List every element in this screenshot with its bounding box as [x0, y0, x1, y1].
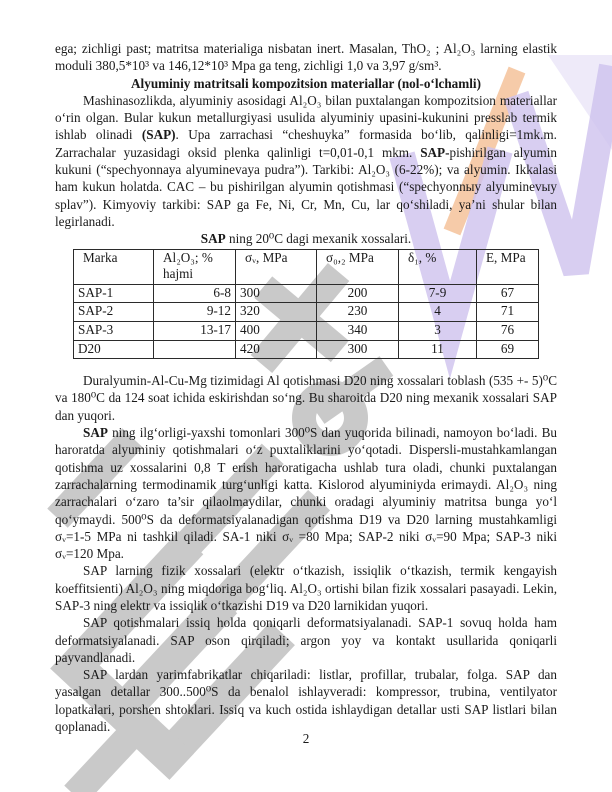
paragraph-run: pishirilgan alyumin kukuni (“spechyonnaya alyuminevaya pudra”). Tarkibi: Al₂O₃ (6-22%); va alyumin. Ikkalasi ham kukun holatda. CAC – bu pishirilgan alyumin qotishmasi (“spechyonnыy alyuminevыy splav”). Kimyoviy tarkibi: SAP ga Fe, Ni, Cr, Mn, Cu, lar qo‘shiladi, ya’ni shular bilan legirlanadi.	[55, 144, 557, 229]
page-number: 2	[302, 731, 310, 746]
paragraph: Duralyumin-Al-Cu-Mg tizimidagi Al qotishmasi D20 ning xossalari toblash (535 +- 5)⁰C va 180⁰C da 124 soat ichida eskirishdan so‘ng. Bu sharoitda D20 ning mexanik xossalari SAP dan yuqori.	[55, 373, 557, 423]
table-cell: 76	[477, 321, 539, 340]
table-cell: 13-17	[154, 321, 236, 340]
table-row	[74, 340, 539, 359]
column-header: δ₁, %	[399, 249, 477, 284]
table-cell: 11	[399, 340, 477, 359]
table-cell: 69	[477, 340, 539, 359]
table-header-row	[74, 249, 539, 284]
table-cell: 420	[236, 340, 317, 359]
table-cell	[154, 340, 236, 359]
table-cell: 300	[317, 340, 399, 359]
table-cell: 4	[399, 303, 477, 322]
table-cell: 71	[477, 303, 539, 322]
table-cell: D20	[74, 340, 154, 359]
table-row	[74, 321, 539, 340]
table-cell: 7-9	[399, 284, 477, 303]
paragraph	[55, 424, 557, 562]
table-cell: 200	[317, 284, 399, 303]
table-cell: 230	[317, 303, 399, 322]
paragraph: SAP larning fizik xossalari (elektr o‘tkazish, issiqlik o‘tkazish, termik kengayish koeffitsienti) Al₂O₃ ning miqdoriga bog‘liq. Al₂O₃ ortishi bilan fizik xossalari pasayadi. Lekin, SAP-3 ning elektr va issiqlik o‘tkazishi D19 va D20 larnikidan yuqori.	[55, 563, 557, 613]
paragraph: SAP lardan yarimfabrikatlar chiqariladi: listlar, profillar, trubalar, folga. SAP dan yasalgan detallar 300..500⁰S da benalol ishlayveradi: kompressor, trubina, ventilyator lopatkalari, porshen shtoklari. Issiq va kuch ostida ishlaydigan detallar usti SAP listlari bilan qoplanadi.	[55, 667, 557, 735]
paragraph-run: Mashinasozlikda, alyuminiy asosidagi Al₂O₃ bilan puxtalangan kompozitsion materiallar o‘rin olgan. Bular kukun metallurgiyasi usulida alyuminiy upasini-kukunini presslab termik ishlab olinadi	[55, 92, 557, 143]
table-cell: SAP-3	[74, 321, 154, 340]
table-title	[55, 230, 557, 247]
paragraph-run-bold: SAP	[83, 425, 108, 441]
table-cell: 340	[317, 321, 399, 340]
table-title-rest: ning 20⁰C dagi mexanik xossalari.	[225, 231, 412, 247]
column-header: σ₀,₂ MPa	[317, 249, 399, 284]
table-cell: SAP-2	[74, 303, 154, 322]
mechanical-properties-table	[73, 249, 539, 360]
column-header: Al₂O₃; % hajmi	[154, 249, 236, 284]
table-cell: 6-8	[154, 284, 236, 303]
column-header: E, MPa	[477, 249, 539, 284]
table-cell: 300	[236, 284, 317, 303]
table-cell: 3	[399, 321, 477, 340]
paragraph-run-bold: (SAP)	[141, 127, 176, 143]
table-row	[74, 284, 539, 303]
paragraph-run: ning ilg‘orligi-yaxshi tomonlari 300⁰S dan yuqorida bilinadi, namoyon bo‘ladi. Bu haroratda alyuminiy qotishmalari o‘z puxtaliklarini yo‘qotadi. Dispersli-mustahkamlangan qotishma uz xossalarini 0,8 T erish haroratigacha ushlab tura oladi, chunki puxtalangan zarrachalarning termodinamik turg‘unligi katta. Kislorod alyuminiyda erimaydi. Al₂O₃ ning zarrachalari o‘zaro ta’sir qilaolmaydilar, chunki oradagi alyuminiy matritsa bunga yo‘l qo‘ymaydi. 500⁰S da deformatsiyalanadigan qotishma D19 va D20 larning mustahkamligi σᵥ=1-5 MPa ni tashkil qiladi. SA-1 niki σᵥ =80 Mpa; SAP-2 niki σᵥ=90 Mpa; SAP-3 niki σᵥ=120 Mpa.	[55, 425, 557, 562]
paragraph-run-bold: SAP-	[420, 144, 450, 160]
table-cell: SAP-1	[74, 284, 154, 303]
table-row	[74, 303, 539, 322]
table-cell: 320	[236, 303, 317, 322]
paragraph: SAP qotishmalari issiq holda qoniqarli deformatsiyalanadi. SAP-1 sovuq holda ham deformatsiyalanadi. SAP oson qirqiladi; argon yoy va kontakt usullarida qoniqarli payvandlanadi.	[55, 615, 557, 665]
paragraph-continued: ega; zichligi past; matritsa materialiga nisbatan inert. Masalan, ThO₂ ; Al₂O₃ larning elastik moduli 380,5*10³ va 146,12*10³ Mpa ga teng, zichligi 1,0 va 3,97 g/sm³.	[55, 41, 557, 74]
column-header: Marka	[74, 249, 154, 284]
section-heading: Alyuminiy matritsali kompozitsion materiallar (nol-o‘lchamli)	[131, 75, 481, 91]
table-cell: 67	[477, 284, 539, 303]
column-header: σᵥ, MPa	[236, 249, 317, 284]
paragraph	[55, 92, 557, 230]
table-cell: 9-12	[154, 303, 236, 322]
table-cell: 400	[236, 321, 317, 340]
paragraph-run: . Upa zarrachasi “cheshuyka” formasida bo‘lib, qalinligi=1mk.m. Zarrachalar yuzasidagi oksid plenka qalinligi t=0,01-0,1 mkm.	[55, 127, 557, 160]
table-title-bold: SAP	[200, 231, 226, 247]
